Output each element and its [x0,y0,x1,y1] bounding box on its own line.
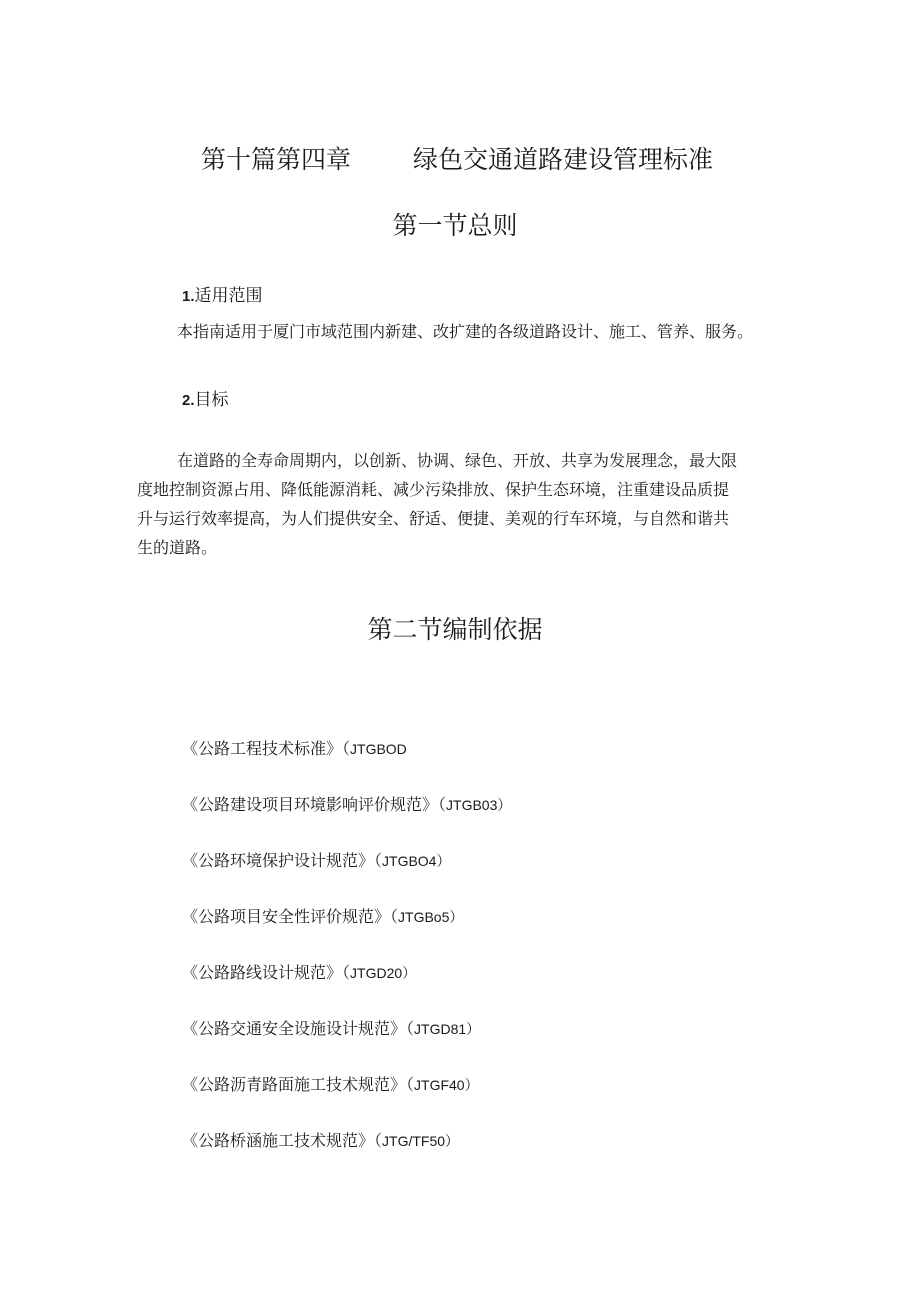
goal-line: 在道路的全寿命周期内，以创新、协调、绿色、开放、共享为发展理念，最大限 [177,451,738,470]
reference-code: JTGD81） [414,1021,481,1037]
reference-item [182,903,511,959]
goal-heading-text: 目标 [194,390,229,410]
reference-item [182,1071,511,1127]
reference-item [182,959,511,1015]
goal-heading [182,388,229,413]
reference-item [182,1015,511,1071]
scope-heading-text: 适用范围 [194,286,263,306]
goal-line: 升与运行效率提高，为人们提供安全、舒适、便捷、美观的行车环境，与自然和谐共 [137,509,730,528]
reference-name: 《公路工程技术标准》（ [182,739,351,758]
reference-code: JTG/TF50） [382,1133,460,1149]
reference-name: 《公路项目安全性评价规范》（ [182,907,399,926]
reference-item [182,1127,511,1183]
goal-paragraph [137,446,777,562]
reference-name: 《公路沥青路面施工技术规范》（ [182,1075,415,1094]
section-2-title: 第二节编制依据 [367,615,543,644]
reference-item [182,791,511,847]
chapter-heading: 绿色交通道路建设管理标准 [413,145,714,174]
reference-name: 《公路路线设计规范》（ [182,963,351,982]
reference-code: JTGBO4） [382,853,451,869]
goal-line: 度地控制资源占用、降低能源消耗、减少污染排放、保护生态环境，注重建设品质提 [137,480,730,499]
reference-item [182,847,511,903]
chapter-title [0,140,920,180]
reference-name: 《公路交通安全设施设计规范》（ [182,1019,415,1038]
reference-code: JTGF40） [414,1077,479,1093]
goal-number: 2. [182,392,195,409]
reference-name: 《公路建设项目环境影响评价规范》（ [182,795,447,814]
scope-text: 本指南适用于厦门市域范围内新建、改扩建的各级道路设计、施工、管养、服务。 [177,322,754,341]
reference-code: JTGBo5） [398,909,464,925]
reference-name: 《公路环境保护设计规范》（ [182,851,383,870]
reference-list [182,735,511,1183]
goal-line: 生的道路。 [137,538,218,557]
reference-code: JTGBOD [350,741,407,757]
reference-code: JTGD20） [350,965,417,981]
chapter-label: 第十篇第四章 [201,145,352,174]
scope-number: 1. [182,288,195,305]
reference-item [182,735,511,791]
scope-heading [182,284,263,309]
section-1-title: 第一节总则 [392,211,518,240]
reference-code: JTGB03） [446,797,512,813]
reference-name: 《公路桥涵施工技术规范》（ [182,1131,383,1150]
